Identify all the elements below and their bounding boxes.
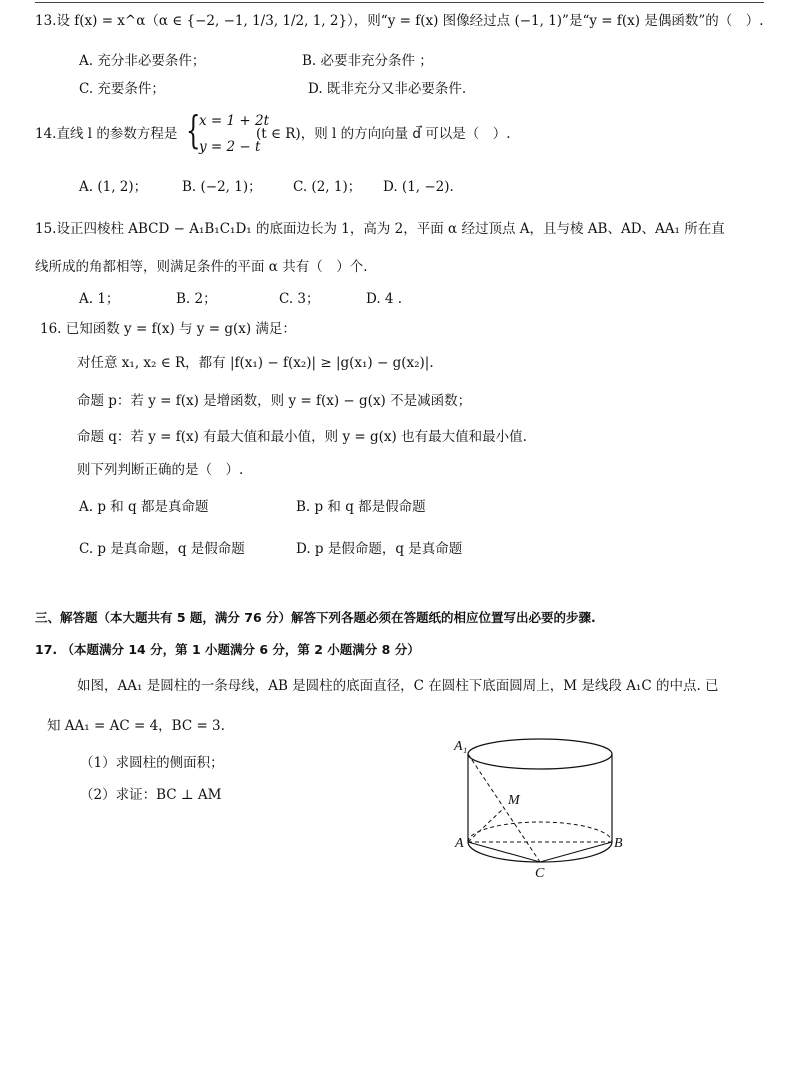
q13-option-a: A. 充分非必要条件； — [79, 53, 206, 69]
q16-option-a: A. p 和 q 都是真命题 — [79, 499, 209, 515]
q17-header: 17. （本题满分 14 分，第 1 小题满分 6 分，第 2 小题满分 8 分） — [35, 642, 420, 657]
q14-stem-prefix: 14.直线 l 的参数方程是 — [35, 126, 178, 142]
q16-option-c: C. p 是真命题，q 是假命题 — [79, 541, 245, 557]
q16-option-b: B. p 和 q 都是假命题 — [296, 499, 426, 515]
q16-stem: 16. 已知函数 y = f(x) 与 y = g(x) 满足： — [40, 321, 296, 337]
bottom-ellipse-front — [468, 842, 612, 862]
label-a1: A₁ — [454, 739, 468, 754]
q14-option-d: D. (1, −2). — [383, 179, 454, 195]
q17-line2: 知 AA₁ = AC = 4，BC = 3. — [47, 718, 225, 734]
q14-brace: { — [186, 108, 201, 152]
label-c: C — [535, 866, 545, 880]
q13-stem: 13.设 f(x) = x^α（α ∈ {−2, −1, 1/3, 1/2, 1, 2}），则“y = f(x) 图像经过点 (−1, 1)”是“y = f(x) 是偶函数”的（ ）. — [35, 13, 764, 29]
q16-proposition-p: 命题 p：若 y = f(x) 是增函数，则 y = f(x) − g(x) 不是减函数； — [77, 393, 472, 409]
q14-eq2: y = 2 − t — [199, 139, 261, 155]
label-b: B — [614, 836, 623, 851]
q14-option-a: A. (1, 2)； — [79, 179, 148, 195]
label-a: A — [455, 836, 464, 851]
q15-stem-line1: 15.设正四棱柱 ABCD − A₁B₁C₁D₁ 的底面边长为 1，高为 2，平面 α 经过顶点 A，且与棱 AB、AD、AA₁ 所在直 — [35, 221, 725, 237]
q14-option-c: C. (2, 1)； — [293, 179, 362, 195]
q16-ask: 则下列判断正确的是（ ）. — [77, 462, 244, 478]
q16-condition: 对任意 x₁, x₂ ∈ R，都有 |f(x₁) − f(x₂)| ≥ |g(x₁) − g(x₂)|. — [77, 355, 434, 371]
q17-part1: （1）求圆柱的侧面积； — [80, 755, 224, 771]
q17-line1: 如图，AA₁ 是圆柱的一条母线，AB 是圆柱的底面直径，C 在圆柱下底面圆周上，M 是线段 A₁C 的中点. 已 — [77, 678, 719, 694]
q14-option-b: B. (−2, 1)； — [182, 179, 262, 195]
top-ellipse — [468, 739, 612, 769]
q17-part2: （2）求证：BC ⊥ AM — [80, 787, 222, 803]
q16-option-d: D. p 是假命题，q 是真命题 — [296, 541, 463, 557]
q15-option-b: B. 2； — [176, 291, 217, 307]
q15-option-d: D. 4 . — [366, 291, 403, 307]
label-m: M — [508, 793, 520, 808]
q13-option-d: D. 既非充分又非必要条件. — [308, 81, 467, 97]
q15-option-c: C. 3； — [279, 291, 320, 307]
q14-stem-suffix: (t ∈ R)，则 l 的方向向量 d⃗ 可以是（ ）. — [256, 126, 511, 142]
q14-eq1: x = 1 + 2t — [199, 113, 270, 129]
q16-proposition-q: 命题 q：若 y = f(x) 有最大值和最小值，则 y = g(x) 也有最大值和最小值. — [77, 429, 527, 445]
bottom-ellipse-back — [468, 822, 612, 842]
cylinder-figure — [450, 730, 630, 880]
q13-option-b: B. 必要非充分条件 ； — [302, 53, 433, 69]
segment-am — [468, 808, 504, 842]
section3-heading: 三、解答题（本大题共有 5 题，满分 76 分）解答下列各题必须在答题纸的相应位置写出必要的步骤. — [35, 610, 596, 625]
q13-option-c: C. 充要条件； — [79, 81, 165, 97]
top-rule — [35, 2, 764, 3]
q15-stem-line2: 线所成的角都相等，则满足条件的平面 α 共有（ ）个. — [35, 259, 368, 275]
q15-option-a: A. 1； — [79, 291, 120, 307]
